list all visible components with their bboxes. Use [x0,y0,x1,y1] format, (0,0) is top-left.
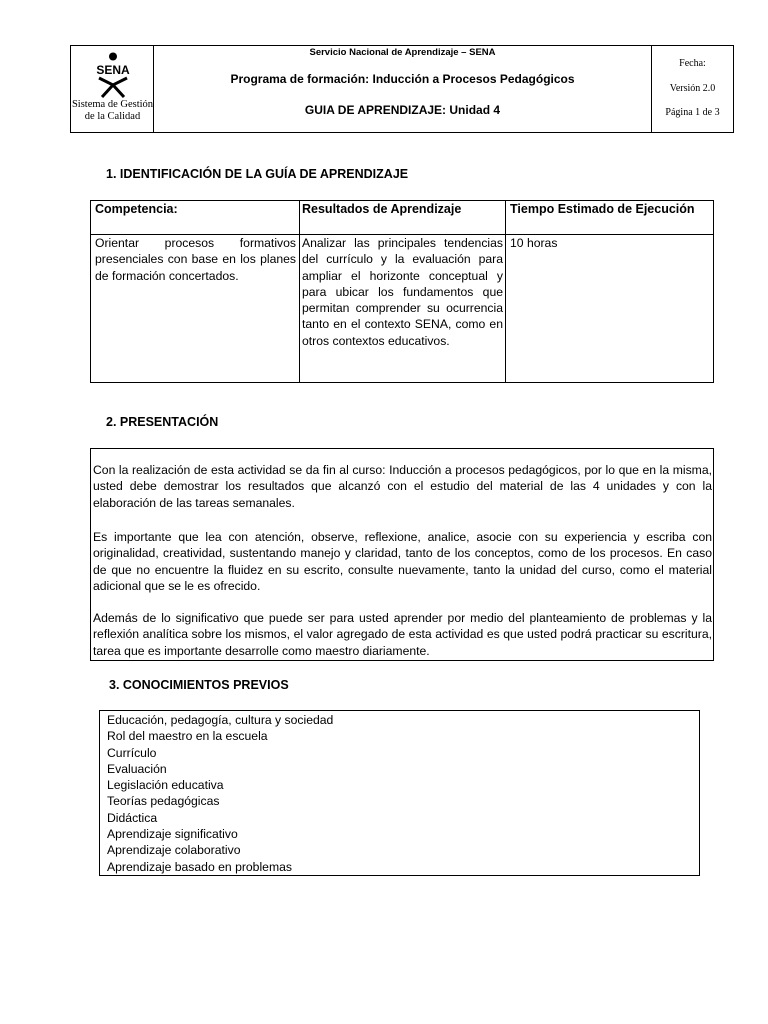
header-tiempo: Tiempo Estimado de Ejecución [510,202,695,216]
presentation-paragraph-2: Es importante que lea con atención, observe, reflexione, analice, asocie con su experiencia y escriba con originalidad, creatividad, sustentando manejo y claridad, tanto de los conceptos, como de los procesos. En caso de que no encuentre la fluidez en su escrito, consulte nuevamente, tanto la unidad del curso, como el material adicional que se le es ofrecido. [93,530,712,594]
cell-competencia: Orientar procesos formativos presenciales con base en los planes de formación concertados. [95,236,296,283]
institution-name: Servicio Nacional de Aprendizaje – SENA [309,47,496,58]
list-item: Teorías pedagógicas [107,794,220,809]
presentation-paragraph-3: Además de lo significativo que puede ser para usted aprender por medio del planteamiento de problemas y la reflexión analítica sobre los mismos, el valor agregado de esta actividad es que usted podrá practicar su escritura, tarea que es importante desarrolle como maestro diariamente. [93,611,712,658]
list-item: Legislación educativa [107,778,224,793]
list-item: Educación, pedagogía, cultura y sociedad [107,713,334,727]
document-header [70,45,734,133]
logo-text: SENA [96,63,130,77]
list-item: Evaluación [107,761,167,776]
sena-logo-icon [92,52,134,98]
prior-knowledge-list [107,712,333,875]
logo-caption-line-2: de la Calidad [84,111,141,122]
list-item: Rol del maestro en la escuela [107,729,268,744]
header-meta-cell [652,46,733,132]
list-item: Aprendizaje significativo [107,827,238,842]
header-resultados: Resultados de Aprendizaje [302,202,462,216]
section-2-title: 2. PRESENTACIÓN [106,415,219,429]
version-label: Versión 2.0 [669,83,716,94]
list-item: Didáctica [107,810,158,825]
date-label: Fecha: [679,58,706,69]
prior-knowledge-box [99,710,700,876]
competence-table [90,200,714,383]
section-3-title: 3. CONOCIMIENTOS PREVIOS [109,678,289,692]
cell-resultados: Analizar las principales tendencias del currículo y la evaluación para ampliar el horizonte conceptual y para ubicar los fundamentos que permitan comprender su ocurrencia tanto en el contexto SENA, como en otros contextos educativos. [302,236,503,348]
program-title: Programa de formación: Inducción a Procesos Pedagógicos [230,72,575,86]
section-1-title: 1. IDENTIFICACIÓN DE LA GUÍA DE APRENDIZAJE [106,167,409,181]
page-number: Página 1 de 3 [665,107,720,118]
presentation-box [90,448,714,661]
logo-caption-line-1: Sistema de Gestión [71,99,154,110]
header-title-cell [154,46,652,132]
list-item: Currículo [107,745,157,760]
cell-tiempo: 10 horas [510,236,558,250]
guide-title: GUIA DE APRENDIZAJE: Unidad 4 [304,103,501,117]
logo-caption [71,99,154,123]
list-item: Aprendizaje basado en problemas [107,859,292,874]
logo-cell [71,46,154,132]
list-item: Aprendizaje colaborativo [107,843,241,858]
presentation-paragraph-1: Con la realización de esta actividad se da fin al curso: Inducción a procesos pedagógicos, por lo que en la misma, usted debe demostrar los resultados que alcanzó con el estudio del material de las 4 unidades y con la elaboración de las tareas semanales. [93,463,712,510]
header-competencia: Competencia: [95,202,178,216]
